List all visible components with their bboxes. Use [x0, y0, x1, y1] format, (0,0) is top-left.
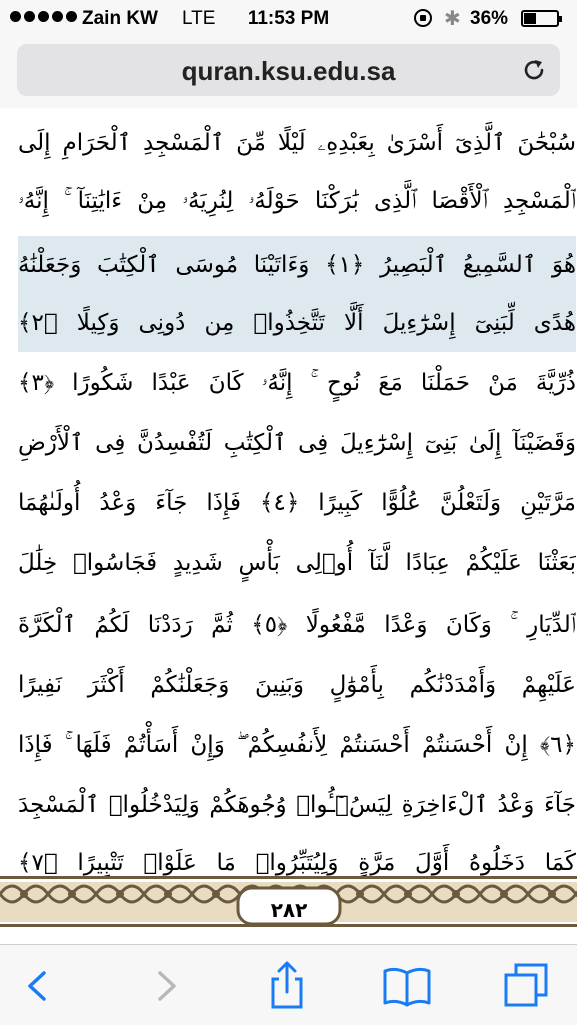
- reload-icon[interactable]: [520, 56, 548, 84]
- bluetooth-icon: ✱: [444, 8, 461, 30]
- page-number: ٢٨٢: [270, 898, 308, 922]
- carrier-label: Zain KW: [82, 8, 158, 29]
- share-icon[interactable]: [262, 961, 312, 1011]
- quran-line-1: سُبْحَٰنَ ٱلَّذِىٓ أَسْرَىٰ بِعَبْدِهِۦ لَيْلًا مِّنَ ٱلْمَسْجِدِ ٱلْحَرَامِ إِلَى: [18, 130, 576, 156]
- quran-line-13: كَمَا دَخَلُوهُ أَوَّلَ مَرَّةٍ وَلِيُتَبِّرُوا۟ مَا عَلَوْا۟ تَتْبِيرًا ﴿٧﴾: [18, 850, 576, 876]
- quran-line-11: ﴿٦﴾ إِنْ أَحْسَنتُمْ أَحْسَنتُمْ لِأَنفُسِكُمْ ۖ وَإِنْ أَسَأْتُمْ فَلَهَا ۚ فَإِذَا: [18, 732, 576, 758]
- battery-percent: 36%: [470, 8, 509, 29]
- back-icon[interactable]: [14, 961, 64, 1011]
- browser-header: [0, 38, 577, 109]
- network-type: LTE: [182, 8, 216, 29]
- signal-dots-icon: [10, 11, 77, 22]
- address-bar[interactable]: [17, 44, 560, 96]
- forward-icon[interactable]: [140, 961, 190, 1011]
- quran-line-5: ذُرِّيَّةَ مَنْ حَمَلْنَا مَعَ نُوحٍ ۚ إِنَّهُۥ كَانَ عَبْدًا شَكُورًا ﴿٣﴾: [18, 370, 576, 396]
- status-bar: [0, 0, 577, 38]
- battery-icon: [521, 10, 559, 27]
- quran-line-4[interactable]: هُدًى لِّبَنِىٓ إِسْرَٰٓءِيلَ أَلَّا تَتَّخِذُوا۟ مِن دُونِى وَكِيلًا ﴿٢﴾: [18, 294, 576, 352]
- quran-line-9: ٱلدِّيَارِ ۚ وَكَانَ وَعْدًا مَّفْعُولًا ﴿٥﴾ ثُمَّ رَدَدْنَا لَكُمُ ٱلْكَرَّةَ: [18, 612, 576, 638]
- browser-toolbar: [0, 944, 577, 1025]
- quran-line-3[interactable]: هُوَ ٱلسَّمِيعُ ٱلْبَصِيرُ ﴿١﴾ وَءَاتَيْنَا مُوسَى ٱلْكِتَٰبَ وَجَعَلْنَٰهُ: [18, 236, 576, 294]
- bookmarks-icon[interactable]: [382, 961, 432, 1011]
- quran-line-10: عَلَيْهِمْ وَأَمْدَدْنَٰكُم بِأَمْوَٰلٍ وَبَنِينَ وَجَعَلْنَٰكُمْ أَكْثَرَ نَفِيرًا: [18, 672, 576, 698]
- url-text[interactable]: quran.ksu.edu.sa: [181, 56, 396, 86]
- quran-line-6: وَقَضَيْنَآ إِلَىٰ بَنِىٓ إِسْرَٰٓءِيلَ فِى ٱلْكِتَٰبِ لَتُفْسِدُنَّ فِى ٱلْأَرْضِ: [18, 430, 576, 456]
- quran-page: [0, 108, 577, 944]
- orientation-lock-icon: [414, 9, 432, 27]
- quran-line-8: بَعَثْنَا عَلَيْكُمْ عِبَادًا لَّنَآ أُو۟لِى بَأْسٍ شَدِيدٍ فَجَاسُوا۟ خِلَٰلَ: [18, 550, 576, 576]
- quran-line-7: مَرَّتَيْنِ وَلَتَعْلُنَّ عُلُوًّا كَبِيرًا ﴿٤﴾ فَإِذَا جَآءَ وَعْدُ أُولَىٰهُمَا: [18, 490, 576, 516]
- tabs-icon[interactable]: [502, 961, 552, 1011]
- clock: 11:53 PM: [247, 8, 330, 29]
- quran-line-12: جَآءَ وَعْدُ ٱلْءَاخِرَةِ لِيَسُۥٓـُٔوا۟ وُجُوهَكُمْ وَلِيَدْخُلُوا۟ ٱلْمَسْجِدَ: [18, 792, 576, 818]
- quran-line-2: ٱلْمَسْجِدِ ٱلْأَقْصَا ٱلَّذِى بَٰرَكْنَا حَوْلَهُۥ لِنُرِيَهُۥ مِنْ ءَايَٰتِنَآ ۚ إِنَّهُۥ: [18, 188, 576, 214]
